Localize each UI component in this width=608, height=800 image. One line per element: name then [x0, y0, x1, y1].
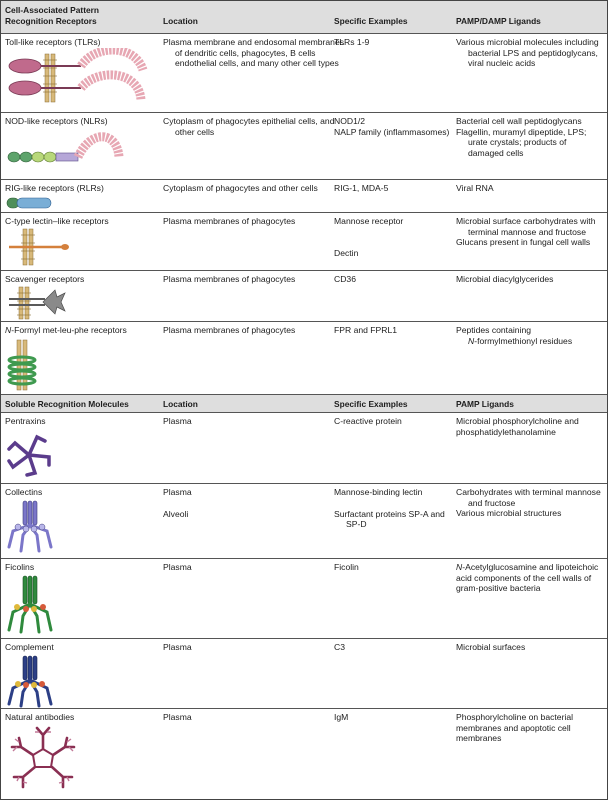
- table-row-complement: [1, 638, 607, 708]
- row-name: NOD-like receptors (NLRs): [5, 116, 108, 126]
- ficolin-diagram-icon: [5, 574, 55, 636]
- row-location: Plasma: [163, 712, 192, 722]
- row-ligand: Glucans present in fungal cell walls: [456, 237, 591, 248]
- row-example: FPR and FPRL1: [334, 325, 398, 335]
- header-location: Location: [163, 16, 198, 26]
- table-row-ctype-lectin: [1, 212, 607, 270]
- row-location: Cytoplasm of phagocytes and other cells: [163, 183, 318, 193]
- row-name: RIG-like receptors (RLRs): [5, 183, 104, 193]
- row-ligand: Peptides containing: [456, 325, 532, 335]
- row-ligand: Bacterial cell wall peptidoglycans: [456, 116, 582, 126]
- row-ligand: Carbohydrates with terminal mannose and fructose: [456, 487, 601, 508]
- row-location: Plasma membrane and endosomal membranes of dendritic cells, phagocytes, B cells endothelial cells, and many other cell types: [163, 37, 345, 69]
- header-col1-line1: Cell-Associated Pattern: [5, 5, 100, 15]
- row-name: Ficolins: [5, 562, 35, 572]
- row-location: Cytoplasm of phagocytes epithelial cells, and other cells: [163, 116, 335, 137]
- row-example: TLRs 1-9: [334, 37, 370, 47]
- row-location: Plasma membranes of phagocytes: [163, 216, 296, 226]
- collectin-diagram-icon: [5, 499, 55, 557]
- row-location: Plasma membranes of phagocytes: [163, 274, 296, 284]
- row-ligand: Various microbial structures: [456, 508, 562, 519]
- row-name: Natural antibodies: [5, 712, 75, 722]
- row-example: RIG-1, MDA-5: [334, 183, 389, 193]
- row-example: Ficolin: [334, 562, 359, 572]
- row-name: C-type lectin–like receptors: [5, 216, 109, 226]
- row-location: Plasma membranes of phagocytes: [163, 325, 296, 335]
- row-location: Plasma: [163, 642, 192, 652]
- header-ligands: PAMP/DAMP Ligands: [456, 16, 541, 26]
- rlr-diagram-icon: [5, 196, 65, 210]
- row-ligand: Various microbial molecules including bacterial LPS and peptidoglycans, viral nucleic acids: [456, 37, 599, 69]
- table-row-fpr: [1, 321, 607, 394]
- row-example: C3: [334, 642, 345, 652]
- row-ligand: Flagellin, muramyl dipeptide, LPS; urate crystals; products of damaged cells: [456, 126, 587, 158]
- row-name: N-Formyl met-leu-phe receptors: [5, 325, 127, 335]
- row-name: Collectins: [5, 487, 43, 497]
- nlr-diagram-icon: [5, 127, 125, 177]
- table-row-pentraxins: [1, 413, 607, 483]
- row-example: Mannose receptor: [334, 216, 404, 226]
- row-example: NALP family (inflammasomes): [334, 126, 450, 137]
- row-ligand: Microbial surface carbohydrates with terminal mannose and fructose: [456, 216, 596, 237]
- row-example: NOD1/2: [334, 116, 366, 126]
- ctype-lectin-diagram-icon: [5, 227, 75, 267]
- table-row-ficolins: [1, 558, 607, 638]
- tlr-diagram-icon: [5, 48, 155, 108]
- soluble-header: [1, 394, 607, 413]
- row-name: Pentraxins: [5, 416, 46, 426]
- row-ligand: N-formylmethionyl residues: [468, 335, 573, 346]
- soluble-header-examples: Specific Examples: [334, 399, 408, 409]
- row-example: Mannose-binding lectin: [334, 487, 423, 497]
- table-row-collectins: [1, 483, 607, 558]
- complement-diagram-icon: [5, 654, 55, 708]
- row-ligand: Microbial surfaces: [456, 642, 526, 652]
- fpr-diagram-icon: [5, 338, 45, 392]
- row-ligand: Phosphorylcholine on bacterial membranes and apoptotic cell membranes: [456, 712, 574, 744]
- row-example: Surfactant proteins SP-A and SP-D: [334, 508, 445, 530]
- row-ligand: Microbial phosphorylcholine and phosphatidylethanolamine: [456, 416, 579, 437]
- soluble-header-col1: Soluble Recognition Molecules: [5, 399, 129, 409]
- row-ligand: Viral RNA: [456, 183, 494, 193]
- pentraxin-diagram-icon: [5, 431, 55, 479]
- table-row-tlr: [1, 34, 607, 112]
- row-location: Plasma: [163, 416, 192, 426]
- row-name: Toll-like receptors (TLRs): [5, 37, 101, 47]
- header-examples: Specific Examples: [334, 16, 408, 26]
- header-col1-line2: Recognition Receptors: [5, 15, 97, 26]
- scavenger-diagram-icon: [5, 285, 75, 321]
- row-name: Complement: [5, 642, 54, 652]
- table-row-natural-antibodies: [1, 708, 607, 799]
- table-row-scavenger: [1, 270, 607, 321]
- row-example: CD36: [334, 274, 356, 284]
- igm-diagram-icon: [5, 725, 81, 797]
- soluble-header-ligands: PAMP Ligands: [456, 399, 514, 409]
- row-ligand: N-Acetylglucosamine and lipoteichoic acid components of the cell walls of gram-positive bacteria: [456, 562, 599, 594]
- row-ligand: Microbial diacylglycerides: [456, 274, 554, 284]
- table-row-rlr: [1, 179, 607, 212]
- row-example: IgM: [334, 712, 349, 722]
- soluble-header-location: Location: [163, 399, 198, 409]
- row-location: Alveoli: [163, 508, 189, 519]
- row-name: Scavenger receptors: [5, 274, 85, 284]
- table-row-nlr: [1, 112, 607, 179]
- row-location: Plasma: [163, 487, 192, 497]
- row-example: C-reactive protein: [334, 416, 402, 426]
- row-example: Dectin: [334, 247, 359, 258]
- row-location: Plasma: [163, 562, 192, 572]
- cell-associated-header: [1, 1, 607, 34]
